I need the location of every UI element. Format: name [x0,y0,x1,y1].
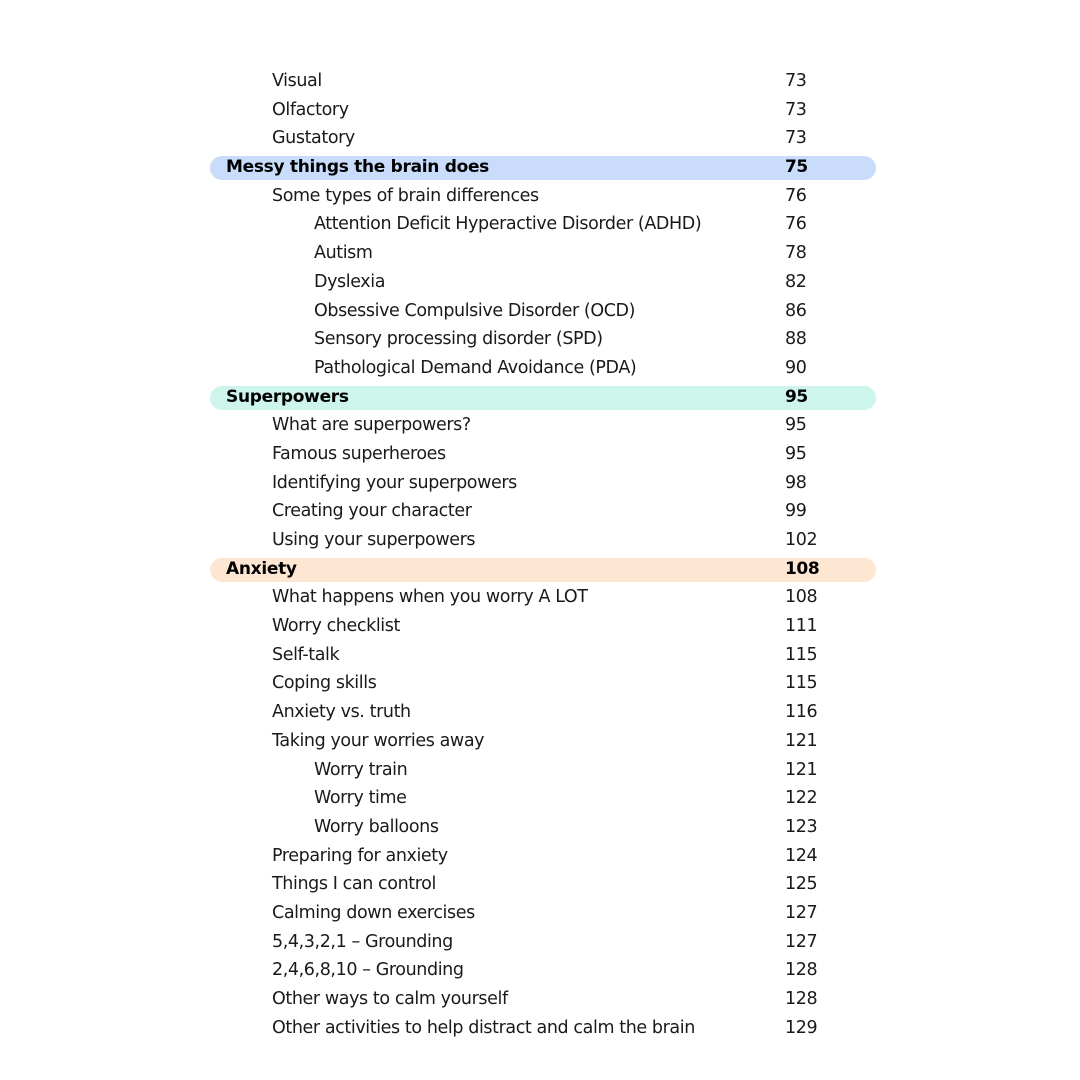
toc-entry-title: Coping skills [272,673,377,694]
toc-entry-page-number: 108 [785,587,818,608]
toc-entry-page-number: 75 [785,157,808,178]
toc-entry[interactable] [210,183,876,212]
toc-entry[interactable] [210,97,876,126]
toc-entry-title: Things I can control [272,874,436,895]
toc-entry-page-number: 99 [785,501,807,522]
toc-entry-title: Other ways to calm yourself [272,989,508,1009]
toc-entry-page-number: 73 [785,99,807,120]
table-of-contents [210,68,876,1043]
toc-entry[interactable] [210,584,876,613]
toc-entry-page-number: 76 [785,214,807,235]
toc-entry-page-number: 102 [785,530,818,550]
toc-entry-title: Calming down exercises [272,902,475,923]
toc-entry[interactable] [210,814,876,843]
toc-entry-title: Superpowers [226,386,349,407]
toc-entry-title: Worry balloons [314,816,439,837]
toc-entry-page-number: 115 [785,644,818,665]
toc-entry[interactable] [210,269,876,298]
toc-entry-page-number: 95 [785,386,808,407]
toc-entry[interactable] [210,929,876,958]
toc-entry[interactable] [210,642,876,671]
toc-entry[interactable] [210,900,876,929]
toc-entry-title: What happens when you worry A LOT [272,587,588,608]
toc-entry[interactable] [210,785,876,814]
toc-entry-title: Famous superheroes [272,443,446,464]
toc-entry-title: Gustatory [272,128,355,149]
toc-entry-title: Using your superpowers [272,530,476,550]
toc-entry-title: Anxiety vs. truth [272,702,411,723]
toc-entry-title: Worry time [314,788,407,809]
toc-entry-page-number: 123 [785,816,818,837]
toc-entry-title: Worry train [314,759,408,780]
toc-entry-page-number: 78 [785,243,807,264]
toc-entry[interactable] [210,986,876,1015]
toc-entry[interactable] [210,326,876,355]
toc-entry[interactable] [210,412,876,441]
toc-entry[interactable] [210,843,876,872]
toc-entry-title: Self-talk [272,644,340,665]
toc-entry-title: Taking your worries away [272,730,485,751]
toc-entry-page-number: 121 [785,730,818,751]
toc-entry-page-number: 111 [785,616,818,637]
toc-entry[interactable] [210,68,876,97]
section-highlight-band [210,558,876,582]
toc-entry-page-number: 82 [785,271,807,292]
toc-entry[interactable] [210,613,876,642]
toc-entry-title: Creating your character [272,501,472,522]
toc-section-heading[interactable] [210,154,876,183]
toc-entry-title: 2,4,6,8,10 – Grounding [272,960,464,981]
toc-entry-page-number: 76 [785,185,807,206]
toc-entry[interactable] [210,757,876,786]
toc-entry-page-number: 122 [785,788,818,809]
toc-entry-page-number: 128 [785,960,818,981]
toc-entry-page-number: 129 [785,1017,818,1038]
toc-entry[interactable] [210,699,876,728]
toc-entry-page-number: 127 [785,931,818,952]
toc-entry-page-number: 73 [785,128,807,149]
toc-entry-page-number: 98 [785,472,807,493]
toc-entry[interactable] [210,355,876,384]
toc-entry-page-number: 73 [785,71,807,91]
toc-entry-page-number: 125 [785,874,818,895]
toc-entry-title: Sensory processing disorder (SPD) [314,329,603,350]
toc-entry[interactable] [210,527,876,556]
toc-entry-page-number: 95 [785,415,807,436]
toc-entry[interactable] [210,240,876,269]
toc-entry-page-number: 115 [785,673,818,694]
toc-entry[interactable] [210,498,876,527]
toc-entry-title: Attention Deficit Hyperactive Disorder (ADHD) [314,214,702,235]
toc-entry-title: Some types of brain differences [272,185,539,206]
toc-entry-page-number: 86 [785,300,807,321]
toc-entry-title: What are superpowers? [272,415,471,436]
toc-entry[interactable] [210,298,876,327]
toc-entry-title: Other activities to help distract and calm the brain [272,1017,695,1038]
toc-entry[interactable] [210,125,876,154]
toc-entry-title: Identifying your superpowers [272,472,517,493]
toc-entry-page-number: 95 [785,443,807,464]
toc-entry[interactable] [210,441,876,470]
toc-entry-title: Obsessive Compulsive Disorder (OCD) [314,300,636,321]
toc-entry-title: Dyslexia [314,271,386,292]
toc-entry[interactable] [210,957,876,986]
toc-entry[interactable] [210,728,876,757]
toc-entry-page-number: 127 [785,902,818,923]
toc-entry-title: Autism [314,243,373,264]
toc-entry[interactable] [210,871,876,900]
toc-entry-title: Pathological Demand Avoidance (PDA) [314,357,637,378]
toc-entry-title: Messy things the brain does [226,157,489,178]
toc-section-heading[interactable] [210,556,876,585]
toc-entry[interactable] [210,1015,876,1044]
toc-entry-page-number: 116 [785,702,818,723]
toc-entry-title: Worry checklist [272,616,400,637]
toc-entry-title: Visual [272,71,322,91]
toc-entry[interactable] [210,470,876,499]
toc-entry-page-number: 90 [785,357,807,378]
toc-entry-page-number: 121 [785,759,818,780]
toc-entry-title: Olfactory [272,99,349,120]
toc-section-heading[interactable] [210,384,876,413]
toc-entry-title: Preparing for anxiety [272,845,448,866]
toc-entry-page-number: 108 [785,558,820,579]
toc-entry-title: Anxiety [226,558,297,579]
toc-entry-page-number: 88 [785,329,807,350]
toc-entry[interactable] [210,670,876,699]
toc-entry-page-number: 128 [785,989,818,1009]
toc-entry-title: 5,4,3,2,1 – Grounding [272,931,453,952]
toc-entry[interactable] [210,211,876,240]
toc-entry-page-number: 124 [785,845,818,866]
